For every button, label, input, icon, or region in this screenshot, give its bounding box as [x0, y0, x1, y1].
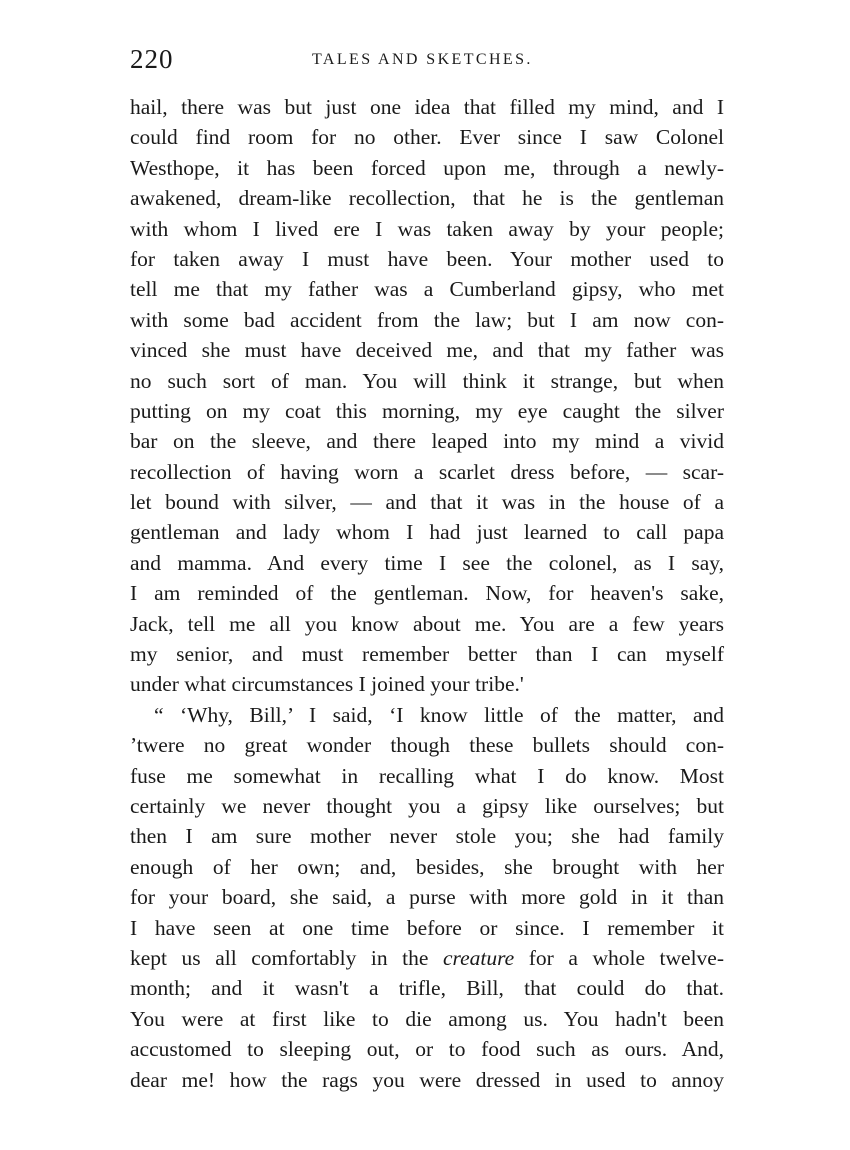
text-line: Jack, tell me all you know about me. You are a few years	[130, 611, 724, 636]
text-line: for your board, she said, a purse with more gold in it than	[130, 885, 724, 910]
text-segment: kept us all comfortably in the	[130, 945, 429, 970]
text-line: tell me that my father was a Cumberland gipsy, who met	[130, 277, 724, 302]
text-line: I have seen at one time before or since. I remember it	[130, 915, 724, 940]
text-line: “ ‘Why, Bill,’ I said, ‘I know little of the matter, and	[154, 702, 724, 727]
text-line: and mamma. And every time I see the colonel, as I say,	[130, 550, 724, 575]
text-line: hail, there was but just one idea that filled my mind, and I	[130, 95, 724, 119]
italic-word: creature	[442, 945, 515, 970]
text-line: with some bad accident from the law; but I am now con-	[130, 307, 724, 332]
text-line: could find room for no other. Ever since I saw Colonel	[130, 125, 724, 150]
text-line: under what circumstances I joined your tribe.'	[130, 672, 524, 697]
text-line: no such sort of man. You will think it strange, but when	[130, 368, 724, 393]
text-line-with-italic	[130, 943, 724, 973]
text-line: ’twere no great wonder though these bullets should con-	[130, 733, 724, 758]
text-line: certainly we never thought you a gipsy like ourselves; but	[130, 793, 724, 818]
text-line: month; and it wasn't a trifle, Bill, that could do that.	[130, 976, 724, 1001]
text-line: with whom I lived ere I was taken away by your people;	[130, 216, 724, 241]
text-line: for taken away I must have been. Your mother used to	[130, 246, 724, 271]
text-line: let bound with silver, — and that it was in the house of a	[130, 490, 724, 515]
text-segment: for a whole twelve-	[528, 945, 725, 970]
text-line: putting on my coat this morning, my eye caught the silver	[130, 398, 724, 423]
text-line: accustomed to sleeping out, or to food such as ours. And,	[130, 1037, 724, 1062]
text-line: awakened, dream-like recollection, that he is the gentleman	[130, 186, 724, 211]
text-line: fuse me somewhat in recalling what I do know. Most	[130, 763, 724, 788]
text-line: my senior, and must remember better than I can myself	[130, 642, 724, 667]
text-line: enough of her own; and, besides, she brought with her	[130, 854, 724, 879]
text-line: vinced she must have deceived me, and that my father was	[130, 338, 724, 363]
text-line: recollection of having worn a scarlet dress before, — scar-	[130, 459, 724, 484]
running-head	[130, 44, 722, 78]
text-line: Westhope, it has been forced upon me, through a newly-	[130, 155, 724, 180]
text-line: You were at first like to die among us. You hadn't been	[130, 1006, 724, 1031]
page-number: 220	[130, 44, 174, 74]
text-line: then I am sure mother never stole you; she had family	[130, 824, 724, 849]
running-title: TALES AND SKETCHES.	[312, 51, 533, 68]
text-line: gentleman and lady whom I had just learned to call papa	[130, 520, 724, 545]
body-text	[130, 92, 724, 1095]
text-line: bar on the sleeve, and there leaped into my mind a vivid	[130, 429, 724, 454]
text-line: dear me! how the rags you were dressed in used to annoy	[130, 1067, 724, 1092]
text-line: I am reminded of the gentleman. Now, for heaven's sake,	[130, 581, 724, 606]
